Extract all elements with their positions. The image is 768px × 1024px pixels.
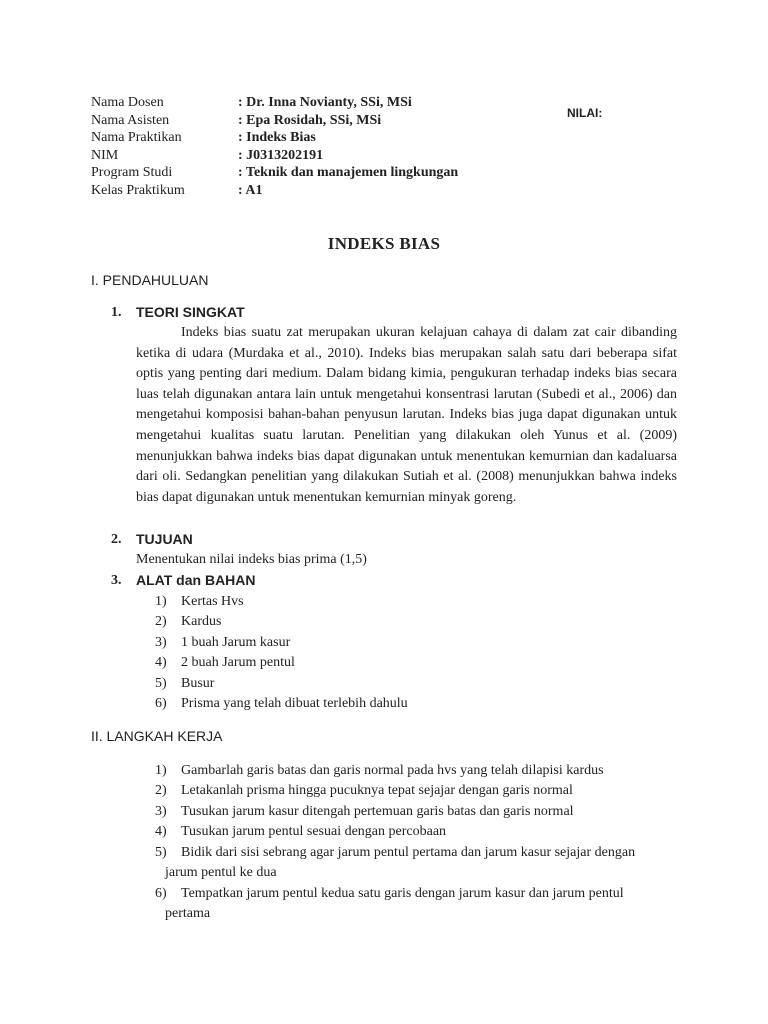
item-text: 1 buah Jarum kasur xyxy=(181,635,291,650)
step-item xyxy=(155,844,695,861)
subsection-number: 1. xyxy=(111,305,122,320)
info-label: Nama Praktikan xyxy=(91,130,182,146)
subsection-title-teori: TEORI SINGKAT xyxy=(136,304,245,320)
info-label: Program Studi xyxy=(91,165,173,181)
step-continuation: pertama xyxy=(165,906,211,921)
item-number: 1) xyxy=(155,594,167,609)
step-item xyxy=(155,762,695,779)
step-number: 1) xyxy=(155,763,167,778)
step-continuation: jarum pentul ke dua xyxy=(165,865,277,880)
item-text: Kertas Hvs xyxy=(181,594,244,609)
info-value: : Teknik dan manajemen lingkungan xyxy=(238,165,459,181)
step-text: Tempatkan jarum pentul kedua satu garis dengan jarum kasur dan jarum pentul xyxy=(181,886,624,901)
info-row-prodi xyxy=(91,164,458,182)
step-number: 3) xyxy=(155,804,167,819)
step-number: 4) xyxy=(155,824,167,839)
subsection-number: 3. xyxy=(111,573,122,588)
info-row-asisten xyxy=(91,112,458,130)
tujuan-text: Menentukan nilai indeks bias prima (1,5) xyxy=(136,552,367,567)
info-value: : A1 xyxy=(238,182,263,198)
step-text: Tusukan jarum pentul sesuai dengan percobaan xyxy=(181,824,447,839)
step-number: 2) xyxy=(155,783,167,798)
step-text: Letakanlah prisma hingga pucuknya tepat sejajar dengan garis normal xyxy=(181,783,573,798)
step-text: Tusukan jarum kasur ditengah pertemuan garis batas dan garis normal xyxy=(181,804,574,819)
nilai-label: NILAI: xyxy=(567,106,603,120)
step-item xyxy=(155,823,695,840)
item-number: 4) xyxy=(155,655,167,670)
info-label: NIM xyxy=(91,147,119,163)
item-text: Busur xyxy=(181,676,215,691)
header-info xyxy=(91,94,458,200)
section-heading-langkah-kerja: II. LANGKAH KERJA xyxy=(91,728,223,744)
item-text: Prisma yang telah dibuat terlebih dahulu xyxy=(181,696,408,711)
step-number: 6) xyxy=(155,886,167,901)
info-value: : Epa Rosidah, SSi, MSi xyxy=(238,112,382,128)
item-text: Kardus xyxy=(181,614,222,629)
list-item xyxy=(155,675,695,692)
info-value: : Dr. Inna Novianty, SSi, MSi xyxy=(238,95,412,110)
teori-paragraph: Indeks bias suatu zat merupakan ukuran kelajuan cahaya di dalam zat cair dibanding ketika di udara (Murdaka et al., 2010). Indeks bias merupakan salah satu dari beberapa sifat optis yang penting dari medium. Dalam bidang kimia, pengukuran terhadap indeks bias secara luas telah digunakan antara lain untuk mengetahui konsentrasi larutan (Subedi et al., 2006) dan mengetahui komposisi bahan-bahan penyusun larutan. Indeks bias juga dapat digunakan untuk mengetahui kualitas suatu larutan. Penelitian yang dilakukan oleh Yunus et al. (2009) menunjukkan bahwa indeks bias dapat digunakan untuk menentukan kemurnian dan kadaluarsa dari oli. Sedangkan penelitian yang dilakukan Sutiah et al. (2008) menunjukkan bahwa indeks bias dapat digunakan untuk menentukan kemurnian minyak goreng. xyxy=(136,325,677,505)
section-heading-pendahuluan: I. PENDAHULUAN xyxy=(91,272,209,288)
info-value: : J0313202191 xyxy=(238,147,324,163)
info-value: : Indeks Bias xyxy=(238,130,316,146)
info-row-dosen xyxy=(91,94,458,112)
list-item xyxy=(155,593,695,610)
step-text: Bidik dari sisi sebrang agar jarum pentul pertama dan jarum kasur sejajar dengan xyxy=(181,845,636,860)
item-number: 6) xyxy=(155,696,167,711)
list-item xyxy=(155,613,695,630)
item-number: 5) xyxy=(155,676,167,691)
list-item xyxy=(155,654,695,671)
info-label: Nama Asisten xyxy=(91,112,170,128)
step-text: Gambarlah garis batas dan garis normal pada hvs yang telah dilapisi kardus xyxy=(181,763,604,778)
item-text: 2 buah Jarum pentul xyxy=(181,655,295,670)
step-item xyxy=(155,803,695,820)
document-title: INDEKS BIAS xyxy=(327,234,441,253)
step-number: 5) xyxy=(155,845,167,860)
list-item xyxy=(155,695,695,712)
info-row-kelas xyxy=(91,182,458,200)
info-label: Nama Dosen xyxy=(91,95,164,110)
subsection-number: 2. xyxy=(111,532,122,547)
item-number: 3) xyxy=(155,635,167,650)
step-item xyxy=(155,782,695,799)
subsection-title-alat: ALAT dan BAHAN xyxy=(136,572,256,588)
item-number: 2) xyxy=(155,614,167,629)
list-item xyxy=(155,634,695,651)
step-item xyxy=(155,885,695,902)
info-row-praktikan xyxy=(91,129,458,147)
info-label: Kelas Praktikum xyxy=(91,182,185,198)
subsection-title-tujuan: TUJUAN xyxy=(136,531,193,547)
info-row-nim xyxy=(91,147,458,165)
